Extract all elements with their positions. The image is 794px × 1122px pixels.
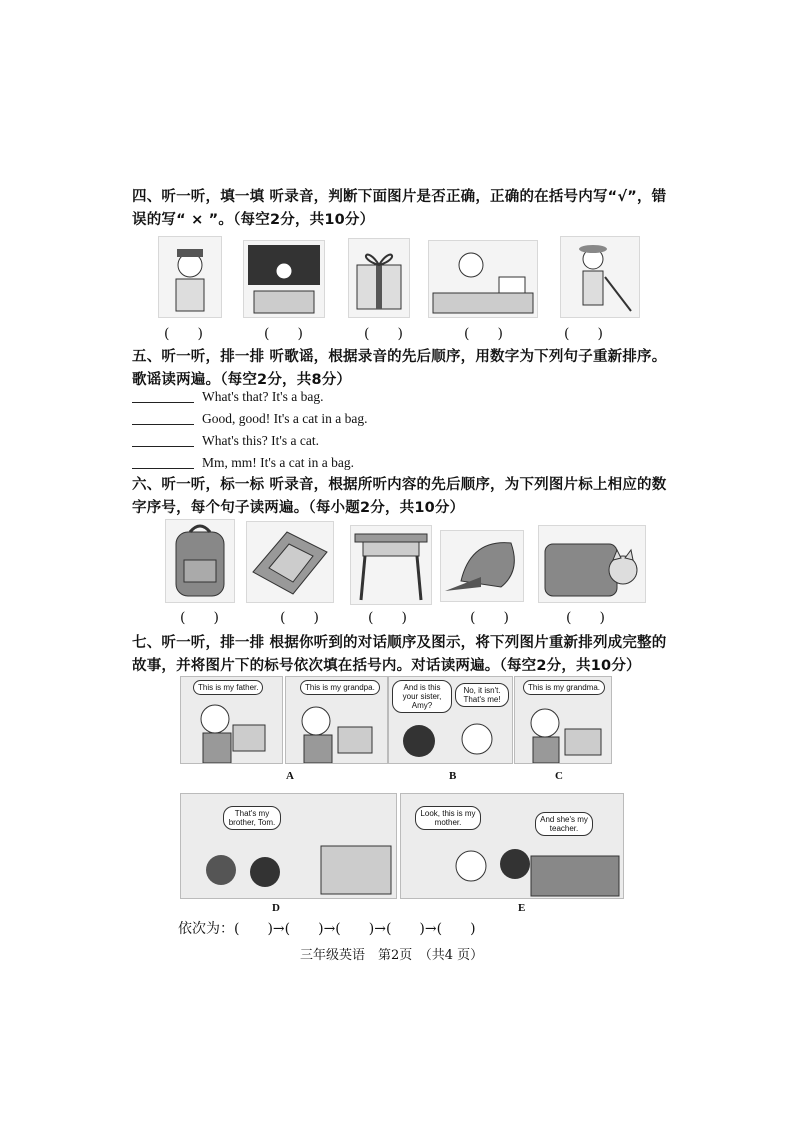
answer-line[interactable] <box>132 468 194 469</box>
section6-heading: 六、听一听，标一标 听录音，根据所听内容的先后顺序，为下列图片标上相应的数字序号，每个句子读两遍。（每小题2分，共10分） <box>132 477 667 516</box>
answer-blank[interactable]: ( ) <box>180 610 219 626</box>
panel-label: D <box>272 902 280 914</box>
answer-blank[interactable]: ( ) <box>564 326 603 342</box>
answer-line[interactable] <box>132 402 194 403</box>
section5-heading: 五、听一听，排一排 听歌谣，根据录音的先后顺序，用数字为下列句子重新排序。歌谣读两遍。（每空2分，共8分） <box>132 349 667 388</box>
comic-panel-b: And is this your sister, Amy? No, it isn't. That's me! <box>388 676 513 764</box>
answer-line[interactable] <box>132 424 194 425</box>
panel-label: C <box>555 770 563 782</box>
answer-blank[interactable]: ( ) <box>464 326 503 342</box>
backpack-icon <box>165 519 235 603</box>
answer-blank[interactable]: ( ) <box>264 326 303 342</box>
desk-icon <box>350 525 432 605</box>
comic-panel-d: That's my brother, Tom. <box>180 793 397 899</box>
comic-panel-a-left: This is my father. <box>180 676 283 764</box>
sequence-answer[interactable]: 依次为：( )→( )→( )→( )→( ) <box>178 921 476 937</box>
gift-box-icon <box>348 238 410 318</box>
student-writing-icon <box>428 240 538 318</box>
answer-blank[interactable]: ( ) <box>368 610 407 626</box>
sentence-row: Good, good! It's a cat in a bag. <box>132 411 368 427</box>
panel-label: B <box>449 770 457 782</box>
sentence-row: What's that? It's a bag. <box>132 389 323 405</box>
panel-label: E <box>518 902 526 914</box>
answer-blank[interactable]: ( ) <box>470 610 509 626</box>
police-officer-icon <box>158 236 222 318</box>
section4-heading: 四、听一听，填一填 听录音，判断下面图片是否正确，正确的在括号内写“√”，错误的写“ × ”。（每空2分，共10分） <box>132 189 667 228</box>
comic-panel-e: Look, this is my mother. And she's my teacher. <box>400 793 624 899</box>
sentence-row: Mm, mm! It's a cat in a bag. <box>132 455 354 471</box>
sentence-row: What's this? It's a cat. <box>132 433 319 449</box>
farmer-icon <box>560 236 640 318</box>
page-footer: 三年级英语 第2页 （共4 页） <box>300 948 484 963</box>
comic-panel-c: This is my grandma. <box>514 676 612 764</box>
teacher-at-blackboard-icon <box>243 240 325 318</box>
answer-line[interactable] <box>132 446 194 447</box>
answer-blank[interactable]: ( ) <box>164 326 203 342</box>
cap-icon <box>440 530 524 602</box>
panel-label: A <box>286 770 294 782</box>
bag-with-cat-icon <box>538 525 646 603</box>
pencil-case-icon <box>246 521 334 603</box>
answer-blank[interactable]: ( ) <box>280 610 319 626</box>
answer-blank[interactable]: ( ) <box>566 610 605 626</box>
section7-heading: 七、听一听，排一排 根据你听到的对话顺序及图示，将下列图片重新排列成完整的故事，并将图片下的标号依次填在括号内。对话读两遍。（每空2分，共10分） <box>132 635 667 674</box>
comic-panel-a-right: This is my grandpa. <box>285 676 388 764</box>
answer-blank[interactable]: ( ) <box>364 326 403 342</box>
